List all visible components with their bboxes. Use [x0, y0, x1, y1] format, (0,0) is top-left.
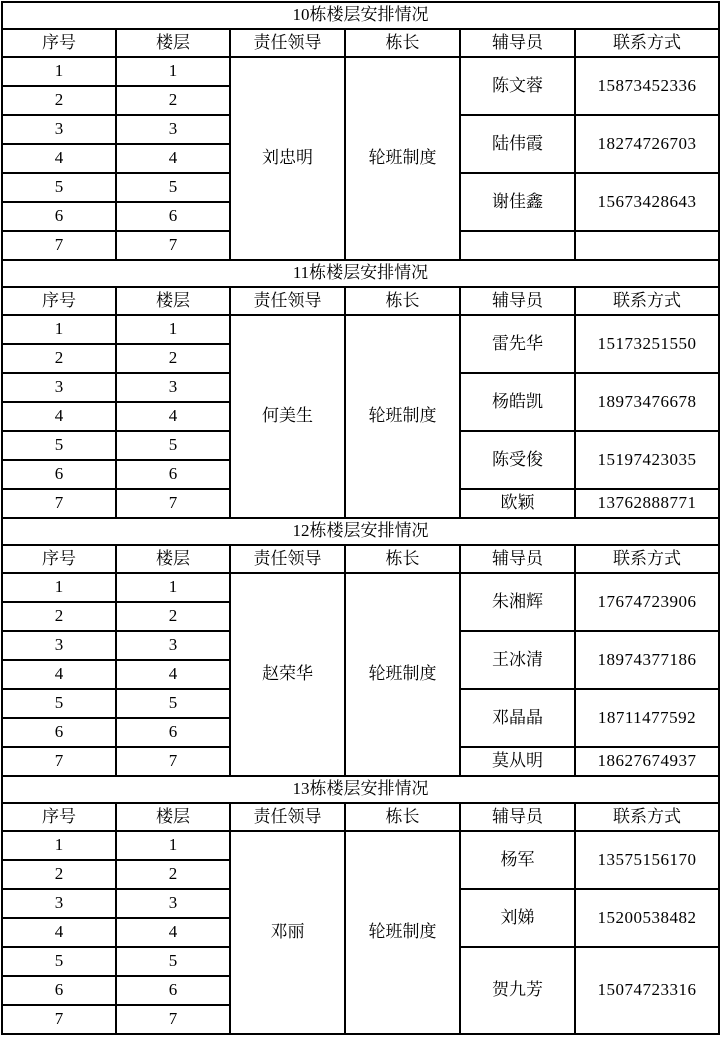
seq-cell: 2: [2, 602, 116, 631]
header-contact: 联系方式: [575, 545, 719, 573]
header-floor: 楼层: [116, 29, 230, 57]
counselor-name-cell: 王冰清: [460, 631, 575, 689]
section-title: 12栋楼层安排情况: [2, 518, 719, 545]
seq-cell: 2: [2, 86, 116, 115]
header-counselor: 辅导员: [460, 29, 575, 57]
floor-cell: 6: [116, 976, 230, 1005]
phone-cell: 18627674937: [575, 747, 719, 776]
floor-cell: 7: [116, 747, 230, 776]
header-counselor: 辅导员: [460, 545, 575, 573]
header-seq: 序号: [2, 803, 116, 831]
counselor-name-cell: 陈受俊: [460, 431, 575, 489]
leader-cell: 邓丽: [230, 831, 345, 1034]
phone-cell: 15673428643: [575, 173, 719, 231]
floor-cell: 2: [116, 344, 230, 373]
phone-cell: 15197423035: [575, 431, 719, 489]
section-10-title-row: [2, 2, 719, 29]
floor-cell: 2: [116, 860, 230, 889]
seq-cell: 1: [2, 573, 116, 602]
header-seq: 序号: [2, 545, 116, 573]
section-title: 10栋楼层安排情况: [2, 2, 719, 29]
floor-cell: 6: [116, 202, 230, 231]
table-row: [2, 573, 719, 602]
floor-cell: 7: [116, 231, 230, 260]
floor-cell: 7: [116, 489, 230, 518]
floor-cell: 5: [116, 947, 230, 976]
seq-cell: 5: [2, 947, 116, 976]
section-12-header-row: [2, 545, 719, 573]
seq-cell: 5: [2, 173, 116, 202]
floor-cell: 2: [116, 602, 230, 631]
phone-cell: 15074723316: [575, 947, 719, 1034]
leader-cell: 何美生: [230, 315, 345, 518]
seq-cell: 2: [2, 344, 116, 373]
section-13-title-row: [2, 776, 719, 803]
seq-cell: 1: [2, 831, 116, 860]
section-title: 13栋楼层安排情况: [2, 776, 719, 803]
seq-cell: 7: [2, 1005, 116, 1034]
phone-cell: 13575156170: [575, 831, 719, 889]
phone-cell: 18973476678: [575, 373, 719, 431]
seq-cell: 6: [2, 460, 116, 489]
header-leader: 责任领导: [230, 545, 345, 573]
table-row: [2, 831, 719, 860]
seq-cell: 6: [2, 718, 116, 747]
counselor-name-cell: 雷先华: [460, 315, 575, 373]
floor-cell: 4: [116, 660, 230, 689]
floor-cell: 4: [116, 144, 230, 173]
section-title: 11栋楼层安排情况: [2, 260, 719, 287]
header-contact: 联系方式: [575, 803, 719, 831]
counselor-name-cell: 邓晶晶: [460, 689, 575, 747]
counselor-name-cell: 杨军: [460, 831, 575, 889]
header-leader: 责任领导: [230, 803, 345, 831]
seq-cell: 4: [2, 402, 116, 431]
building-head-cell: 轮班制度: [345, 57, 460, 260]
header-head: 栋长: [345, 287, 460, 315]
building-head-cell: 轮班制度: [345, 573, 460, 776]
counselor-name-cell: 贺九芳: [460, 947, 575, 1034]
counselor-name-cell: 刘娣: [460, 889, 575, 947]
phone-cell: 18711477592: [575, 689, 719, 747]
floor-cell: 1: [116, 573, 230, 602]
header-counselor: 辅导员: [460, 287, 575, 315]
seq-cell: 7: [2, 489, 116, 518]
header-seq: 序号: [2, 287, 116, 315]
seq-cell: 7: [2, 747, 116, 776]
section-11-header-row: [2, 287, 719, 315]
floor-cell: 3: [116, 631, 230, 660]
floor-cell: 4: [116, 402, 230, 431]
counselor-name-cell: [460, 231, 575, 260]
floor-cell: 2: [116, 86, 230, 115]
floor-cell: 5: [116, 173, 230, 202]
seq-cell: 4: [2, 918, 116, 947]
seq-cell: 2: [2, 860, 116, 889]
floor-cell: 3: [116, 115, 230, 144]
section-12-title-row: [2, 518, 719, 545]
header-floor: 楼层: [116, 545, 230, 573]
header-floor: 楼层: [116, 803, 230, 831]
counselor-name-cell: 谢佳鑫: [460, 173, 575, 231]
header-contact: 联系方式: [575, 287, 719, 315]
seq-cell: 6: [2, 202, 116, 231]
phone-cell: 15173251550: [575, 315, 719, 373]
floor-cell: 5: [116, 689, 230, 718]
seq-cell: 4: [2, 660, 116, 689]
seq-cell: 1: [2, 315, 116, 344]
phone-cell: [575, 231, 719, 260]
header-head: 栋长: [345, 545, 460, 573]
floor-cell: 3: [116, 373, 230, 402]
counselor-name-cell: 莫从明: [460, 747, 575, 776]
seq-cell: 4: [2, 144, 116, 173]
seq-cell: 6: [2, 976, 116, 1005]
section-11-title-row: [2, 260, 719, 287]
header-head: 栋长: [345, 29, 460, 57]
seq-cell: 1: [2, 57, 116, 86]
counselor-name-cell: 欧颖: [460, 489, 575, 518]
floor-cell: 4: [116, 918, 230, 947]
phone-cell: 18274726703: [575, 115, 719, 173]
counselor-name-cell: 陆伟霞: [460, 115, 575, 173]
phone-cell: 15873452336: [575, 57, 719, 115]
table-row: [2, 315, 719, 344]
header-floor: 楼层: [116, 287, 230, 315]
leader-cell: 刘忠明: [230, 57, 345, 260]
building-head-cell: 轮班制度: [345, 831, 460, 1034]
floor-cell: 1: [116, 57, 230, 86]
seq-cell: 3: [2, 889, 116, 918]
header-head: 栋长: [345, 803, 460, 831]
header-leader: 责任领导: [230, 287, 345, 315]
floor-arrangement-table: [1, 1, 720, 1035]
header-counselor: 辅导员: [460, 803, 575, 831]
header-leader: 责任领导: [230, 29, 345, 57]
section-10-header-row: [2, 29, 719, 57]
floor-cell: 6: [116, 718, 230, 747]
floor-cell: 1: [116, 315, 230, 344]
floor-cell: 5: [116, 431, 230, 460]
phone-cell: 18974377186: [575, 631, 719, 689]
table-row: [2, 57, 719, 86]
phone-cell: 17674723906: [575, 573, 719, 631]
counselor-name-cell: 陈文蓉: [460, 57, 575, 115]
seq-cell: 3: [2, 631, 116, 660]
seq-cell: 3: [2, 115, 116, 144]
counselor-name-cell: 杨皓凯: [460, 373, 575, 431]
leader-cell: 赵荣华: [230, 573, 345, 776]
header-contact: 联系方式: [575, 29, 719, 57]
seq-cell: 3: [2, 373, 116, 402]
building-head-cell: 轮班制度: [345, 315, 460, 518]
phone-cell: 15200538482: [575, 889, 719, 947]
header-seq: 序号: [2, 29, 116, 57]
phone-cell: 13762888771: [575, 489, 719, 518]
seq-cell: 5: [2, 431, 116, 460]
seq-cell: 7: [2, 231, 116, 260]
seq-cell: 5: [2, 689, 116, 718]
floor-cell: 3: [116, 889, 230, 918]
counselor-name-cell: 朱湘辉: [460, 573, 575, 631]
section-13-header-row: [2, 803, 719, 831]
floor-cell: 6: [116, 460, 230, 489]
floor-cell: 1: [116, 831, 230, 860]
floor-cell: 7: [116, 1005, 230, 1034]
